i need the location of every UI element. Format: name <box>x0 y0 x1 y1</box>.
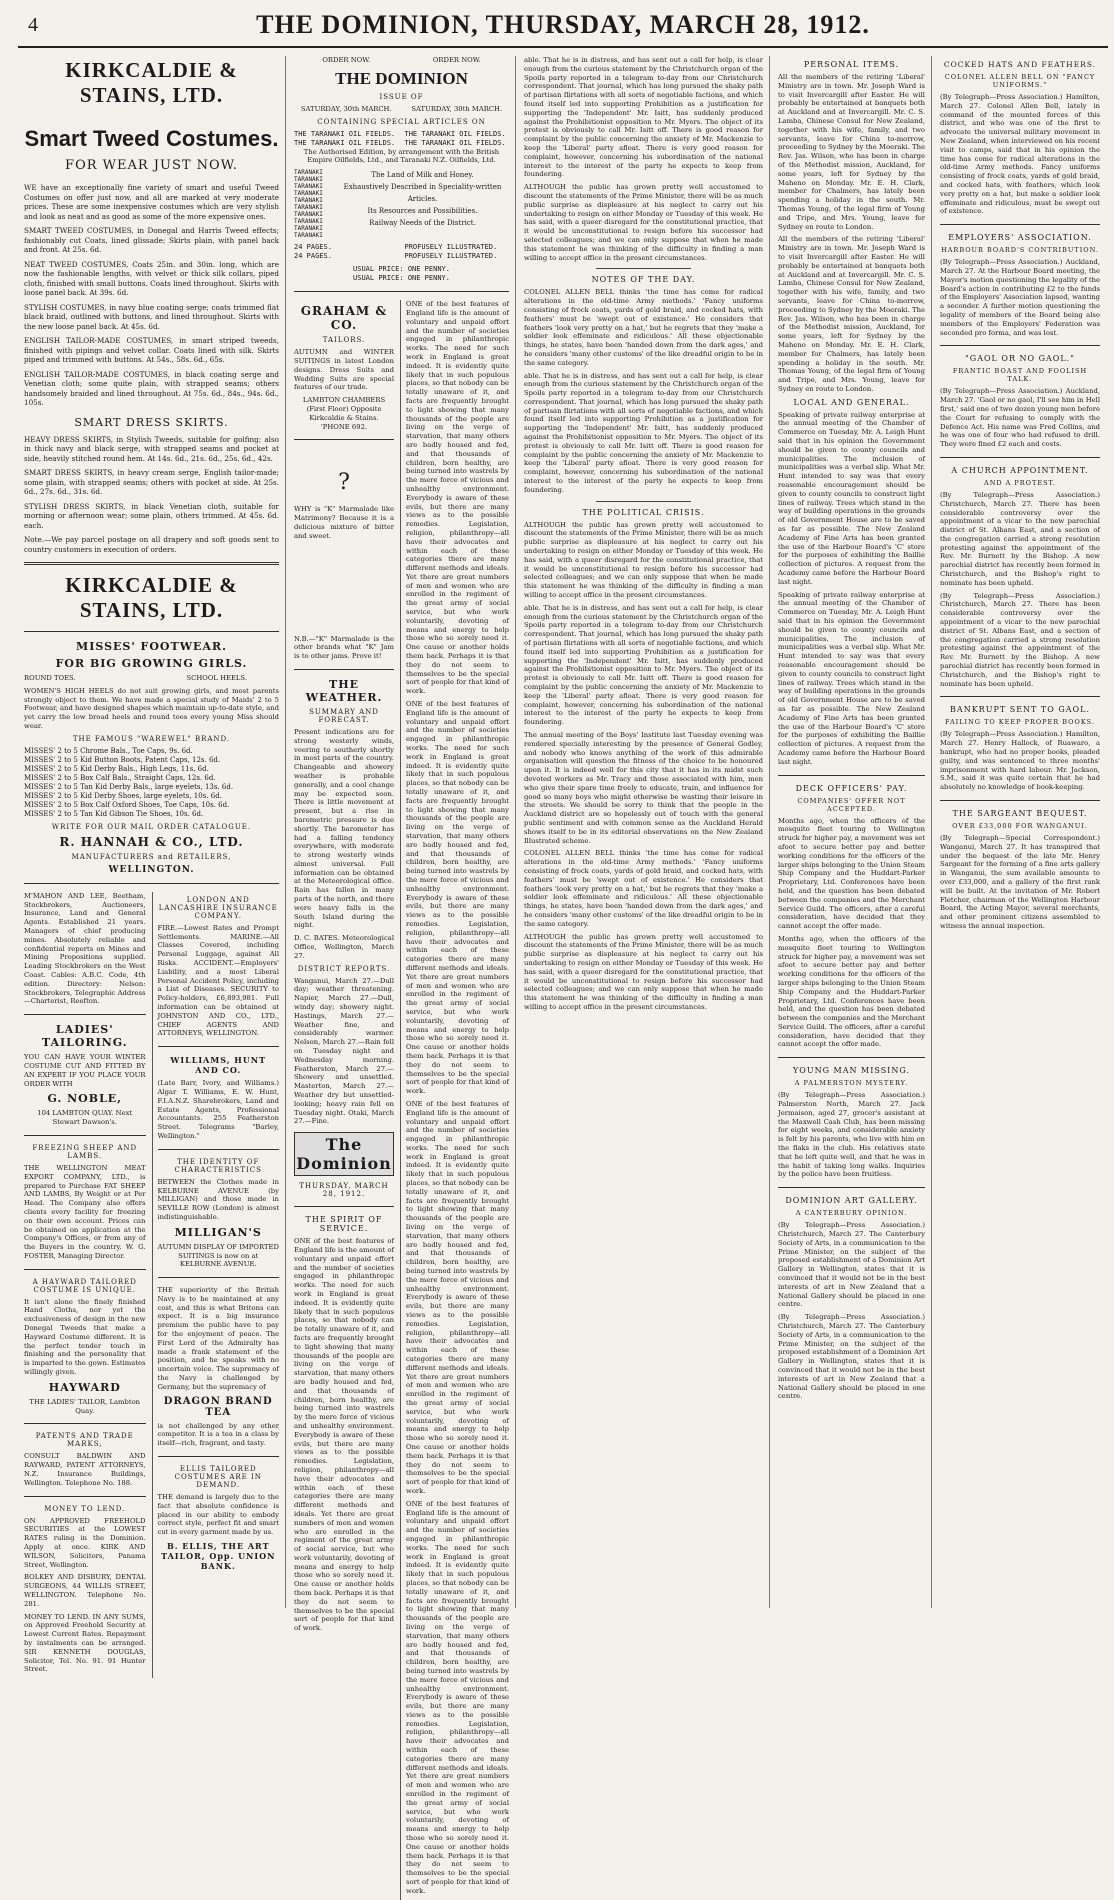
nameplate-date: THURSDAY, MARCH 28, 1912. <box>299 1182 389 1199</box>
weather-summary: SUMMARY AND FORECAST. <box>309 707 379 724</box>
cocked-body: (By Telegraph—Press Association.) Hamilton, March 27. Colonel Allen Bell, lately in command of the mounted forces of this district, and who was one of the first to advocate the universal military movement in New Zealand, when interviewed on his recent visit to camps, said that in his opinion the time has come for radical alterations in the old-time Army methods. Fancy uniforms consisting of frock coats, yards of gold braid, and cocked hats, with feathers, which look very pretty on a hat, but make a soldier look effeminate and ridiculous, must be swept out of existence. <box>940 93 1100 216</box>
costume-item: SMART TWEED COSTUMES, in Donegal and Harris Tweed effects; fashionably cut Coats, lined glissade; Skirts plain, with panel back and front. At 25s. 6d. <box>24 226 279 254</box>
spirit-body-cont: ONE of the best features of England life is the amount of voluntary and unpaid effort and the number of societies engaged in philanthropic works. The need for such work in England is great indeed. It is evidently quite likely that in such populous places, so that nobody can be totally unaware of it, and facts are frequently brought to light showing that many thousands of the people are living on the verge of starvation, that many others are badly housed and fed, and that thousands of children, born healthy, are being turned into wastrels by the mere force of vicious and unhealthy environment. Everybody is aware of these evils, but there are many views as to the possible remedies. Legislation, religion, philanthropy—all have their advocates and within each of these categories there are many different methods and ideals. Yet there are great numbers of men and women who are enrolled in the regiment of the great army of social service, but who work voluntarily, devoting of means and energy to help those who so sorely need it. One cause or another holds them back. Perhaps it is that they do not seem to themselves to be the special sort of people for that kind of work. <box>406 700 509 1096</box>
divider <box>158 1046 280 1047</box>
weather-bates: D. C. BATES. Meteorological Office, Wellington, March 27. <box>294 934 394 960</box>
hannah-manufacturers: MANUFACTURERS and RETAILERS, <box>71 852 232 861</box>
district-body: Wanganui, March 27.—Dull day; weather threatening. Napier, March 27.—Dull, windy day; showery night. Hastings, March 27.—Weather fine, and considerably warmer. Nelson, March 27.—Rain fell on Tuesday night and Wednesday morning. Featherston, March 27.—Showery and unsettled. Masterton, March 27.—Weather dry but unsettled-looking; heavy rain fell on Tuesday night. Otaki, March 27.—Fine. <box>294 976 394 1126</box>
failing-subheading: FAILING TO KEEP PROPER BOOKS. <box>945 718 1095 727</box>
divider <box>24 1269 146 1270</box>
harbour-subheading: HARBOUR BOARD'S CONTRIBUTION. <box>941 246 1099 255</box>
taranaki-word: TARANAKI <box>294 204 323 212</box>
taranaki-word: TARANAKI <box>294 225 323 233</box>
spirit-body-cont: ONE of the best features of England life is the amount of voluntary and unpaid effort and the number of societies engaged in philanthropic works. The need for such work in England is great indeed. It is evidently quite likely that in such populous places, so that nobody can be totally unaware of it, and facts are frequently brought to light showing that many thousands of the people are living on the verge of starvation, that many others are badly housed and fed, and that thousands of children, born healthy, are being turned into wastrels by the mere force of vicious and unhealthy environment. Everybody is aware of these evils, but there are many views as to the possible remedies. Legislation, religion, philanthropy—all have their advocates and within each of these categories there are many different methods and ideals. Yet there are great numbers of men and women who are enrolled in the regiment of the great army of social service, but who work voluntarily, devoting of means and energy to help those who so sorely need it. One cause or another holds them back. Perhaps it is that they do not seem to themselves to be the special sort of people for that kind of work. <box>406 1499 509 1895</box>
footwear-item: MISSES' 2 to 5 Tan Kid Derby Bals., large eyelets, 13s. 6d. <box>24 782 234 791</box>
noble-address: 104 LAMBTON QUAY. Next Stewart Dawson's. <box>37 1109 133 1127</box>
divider <box>158 1456 280 1457</box>
notes-body: COLONEL ALLEN BELL thinks 'the time has come for radical alterations in the old-time Army methods.' 'Fancy uniforms consisting of frock coats, yards of gold braid, and cocked hats, with feathers' must be 'swept out of existence.' He considers that feathers 'look very pretty on a hat,' but he regrets that they 'make a soldier look effeminate and ridiculous.' All these objectionable things, he states, have been 'handed down from the dark ages,' and he considers 'many other customs' of the like dreadful origin to be in the same category. <box>524 288 763 367</box>
divider <box>158 1277 280 1278</box>
column-3 <box>518 56 770 1608</box>
order-now-row <box>294 56 509 65</box>
usual-price: USUAL PRICE: ONE PENNY. <box>353 274 450 283</box>
growing-girls-heading: FOR BIG GROWING GIRLS. <box>55 657 248 670</box>
skirt-item: STYLISH DRESS SKIRTS, in black Venetian cloth, suitable for morning or afternoon wear; some plain, others trimmed. At 45s. 6d. each. <box>24 501 279 530</box>
taranaki-block <box>294 169 509 239</box>
taranaki-word: TARANAKI <box>294 169 323 177</box>
taranaki-word: TARANAKI <box>294 197 323 205</box>
school-heels-label: SCHOOL HEELS. <box>186 674 248 682</box>
bankrupt-body: (By Telegraph—Press Association.) Hamilton, March 27. Henry Hallock, of Ruawaro, a bankrupt, who had no proper books, pleaded guilty, and was sentenced to three months' imprisonment with hard labour. Mr. Jackson, S.M., said it was quite certain that he had absolutely no knowledge of book-keeping. <box>940 730 1100 792</box>
costumes-intro: WE have an exceptionally fine variety of smart and useful Tweed Costumes on offer just now, and all are marked at very moderate prices. These are some inexpensive costumes which are very stylish and look as neat and as good as some of the more expensive ones. <box>24 183 279 221</box>
personal-body: All the members of the retiring 'Liberal' Ministry are in town. Mr. Joseph Ward is to visit Invercargill after Easter. He will probably be entertained at banquets both at Auckland and at Invercargill. Mr. C. S. Lamba, Chinese Consul for New Zealand, together with his wife, family, and two servants, leave for China to-morrow, proceeding to Sydney by the Moeraki. The Rev. Jas. Wilson, who has been in charge of the Methodist mission, Auckland, for some years, left for Sydney by the Maheno on Monday. Mr. E. H. Clark, member for Chalmers, has lately been spending a holiday in the south. Mr. Thomas Young, of the legal firm of Young and Tripe, and Mrs. Young, leave for Sydney en route to London. <box>778 73 925 231</box>
art-subheading: A CANTERBURY OPINION. <box>795 1209 908 1218</box>
footwear-intro: WOMEN'S HIGH HEELS do not suit growing girls, and most parents strongly object to them. We have made a special study of Maids' 2 to 5 Footwear, and have designed shapes which maintain up-to-date style, and yet carry the low broad heels and round toes every young Miss should wear. <box>24 686 279 730</box>
skirt-item: SMART DRESS SKIRTS, in heavy cream serge, English tailor-made; some plain, with strapped seams; others with pocket at side. At 25s. 6d., 27s. 6d., 31s. 6d. <box>24 468 279 496</box>
order-now-right: ORDER NOW. <box>432 56 481 64</box>
divider <box>24 1135 146 1136</box>
weather-heading: THE WEATHER. <box>305 677 383 704</box>
graham-heading: GRAHAM & CO. <box>300 304 388 333</box>
column-2 <box>288 56 516 1895</box>
dates-row <box>294 105 509 114</box>
hayward-heading: A HAYWARD TAILORED COSTUME IS UNIQUE. <box>32 1277 137 1294</box>
pages-label: 24 PAGES. <box>294 252 332 261</box>
marmalade-why: WHY is "K" Marmalade like Matrimony? Because it is a delicious mixture of bitter and sweet. <box>294 505 394 540</box>
divider <box>158 1149 280 1150</box>
round-toes-label: ROUND TOES. <box>24 674 76 682</box>
divider <box>24 1423 146 1424</box>
divider <box>596 501 692 502</box>
pages-row <box>294 243 509 252</box>
dragon-tail: is not challenged by any other competitor. It is a tea in a class by itself—rich, fragrant, and tasty. <box>157 1421 279 1448</box>
containing: CONTAINING SPECIAL ARTICLES ON <box>317 117 486 126</box>
kirkcaldie-heading: KIRKCALDIE & STAINS, LTD. <box>65 58 238 107</box>
spirit-heading: THE SPIRIT OF SERVICE. <box>305 1215 383 1234</box>
column-5 <box>934 56 1106 1608</box>
topic-railway: Railway Needs of the District. <box>369 219 476 228</box>
col1-lower-left <box>24 892 146 1678</box>
gaol-heading: "GAOL OR NO GAOL." <box>965 354 1075 364</box>
money-heading: MONEY TO LEND. <box>44 1504 126 1513</box>
order-now-left: ORDER NOW. <box>322 56 371 64</box>
frantic-subheading: FRANTIC BOAST AND FOOLISH TALK. <box>952 367 1088 384</box>
column-1 <box>18 56 286 1674</box>
deck-body: Months ago, when the officers of the mosquito fleet touring to Wellington struck for higher pay, a movement was set afoot to secure better pay and better working conditions for the officers of the larger ships belonging to the Union Steam Ship Company and the Huddart-Parker Proprietary, Ltd. Conferences have been held, and the question has been debated between the companies and the Merchant Service Guild. The officers, after a careful consideration, have decided that they cannot accept the offer made. <box>778 816 925 931</box>
oilfields-row <box>294 139 509 148</box>
usual-price: USUAL PRICE: ONE PENNY. <box>353 265 450 274</box>
divider <box>940 696 1100 697</box>
kirkcaldie-heading-2: KIRKCALDIE & STAINS, LTD. <box>65 573 238 622</box>
topic-resources: Its Resources and Possibilities. <box>367 207 478 216</box>
taranaki-word: TARANAKI <box>294 218 323 226</box>
meat-export-ad: THE WELLINGTON MEAT EXPORT COMPANY, LTD., is prepared to Purchase FAT SHEEP AND LAMBS, By Weight or at Per Head. The Company also offers clients every facility for freezing on their own account. Prices can be obtained on application at the Company's Offices, or from any of the Buyers in the country. W. G. FOSTER, Managing Director. <box>24 1163 146 1260</box>
graham-tailors: TAILORS. <box>322 336 366 345</box>
page-number: 4 <box>28 14 38 36</box>
church-body: (By Telegraph—Press Association.) Christchurch, March 27. There has been considerable controversy over the appointment of a vicar to the new parochial district of St. Albans East, and a section of the congregation carried a strong resolution protesting against the appointment of the Rev. Mr. Burnett by the Bishop. A new parochial district has recently been formed in Christchurch, and the Bishop's right to nominate has been upheld. <box>940 490 1100 587</box>
notes-body-cont: able. That he is in distress, and has sent out a call for help, is clear enough from the curious statement by the Christchurch organ of the Spoils party reported in a telegram to-day from our Christchurch correspondent. That journal, which has long pursued the shaky path of partisan flirtations with all sorts of negotiable factions, and which found itself led into supporting Prohibition as a justification for supporting the 'Independent' Mr. Isitt, has suddenly produced against the Prohibitionist opposition to Mr. Myers. The object of its protest is obviously to call Mr. Isitt off. There is good reason for complaint by the public concerning the anxiety of Mr. Mackenzie to keep the 'Liberal' party afloat. There is very good reason for complaint, however, concerning his subordination of the national interest to the interest of the party he expects to keep from foundering. <box>524 371 763 494</box>
hannah-name: R. HANNAH & CO., LTD. <box>59 834 244 849</box>
date-left: SATURDAY, 30th MARCH. <box>300 104 392 113</box>
protest-subheading: AND A PROTEST. <box>984 478 1056 487</box>
column-4 <box>772 56 932 1608</box>
crisis-body-cont: ALTHOUGH the public has grown pretty well accustomed to discount the statements of the Prime Minister, there will be as much public surprise as displeasure at his neglect to carry out his undertaking to resign on either Monday or Tuesday of this week. He has said, with a queer disregard for the constitutional practice, that it would be unconstitutional to resign before his successor had selected colleagues; and we can only suppose that when he made this statement he was thinking of the difficulty in finding a man willing to accept office in the present circumstances. <box>524 932 763 1011</box>
williams-heading: WILLIAMS, HUNT AND CO. <box>170 1055 267 1076</box>
gaol-body: (By Telegraph—Press Association.) Auckland, March 27. 'Gaol or no gaol, I'll see him in Hell first,' said one of two dozen young men before the Court for refusing to comply with the Defence Act. His name was Fred Collins, and he was one of four who had refused to drill. They were fined £2 each and costs. <box>940 387 1100 449</box>
young-subheading: A PALMERSTON MYSTERY. <box>794 1079 909 1088</box>
dominion-promo-title: THE DOMINION <box>335 68 468 88</box>
col2-split <box>294 300 509 1899</box>
divider <box>778 1057 925 1058</box>
mahon-ad: M'MAHON AND LEE, Beetham, Stockbrokers, Auctioneers, Insurance, Land and General Agents. Established 21 years. Managers of chief producing mines. Absolutely reliable and confidential reports on Mines and Mining Propositions supplied. Leading Stockbrokers on the West Coast. Cables: A.B.C. Code, 4th edition. Directory: Nelson: Stockbrokers, Telegraphic Address—Charterist, Reefton. <box>24 891 146 1006</box>
divider <box>24 631 279 632</box>
illustrated-label: PROFUSELY ILLUSTRATED. <box>404 252 498 261</box>
colonel-subheading: COLONEL ALLEN BELL ON "FANCY UNIFORMS." <box>944 73 1096 89</box>
art-body-cont: (By Telegraph—Press Association.) Christchurch, March 27. The Canterbury Society of Arts, in a communication to the Prime Minister, on the subject of the proposed establishment of a Dominion Art Gallery in Wellington, states that it is convinced that it would not be in the best interests of art in New Zealand that a National Gallery should be placed in one centre. <box>778 1313 925 1401</box>
weather-body: Present indications are for strong westerly winds, veering to southerly shortly in most parts of the country. Changeable and showery weather is probable generally, and a cool change may be expected soon. There is little movement at present, but a rise in barometric pressure is due shortly. The barometer has had a falling tendency everywhere, with moderate to strong westerly winds almost universal. Full information can be obtained at the Meteorological office. Rain has fallen in many parts of the north, and there were heavy falls in the South Island during the night. <box>294 727 394 930</box>
question-mark: ? <box>338 470 350 496</box>
noble-name: G. NOBLE, <box>47 1092 123 1106</box>
lambton-chambers: LAMBTON CHAMBERS (First Floor) Opposite Kirkcaldie & Stains. 'PHONE 692. <box>302 396 386 431</box>
london-heading: LONDON AND LANCASHIRE INSURANCE COMPANY. <box>158 895 278 920</box>
spirit-body-cont: ONE of the best features of England life is the amount of voluntary and unpaid effort and the number of societies engaged in philanthropic works. The need for such work in England is great indeed. It is evidently quite likely that in such populous places, so that nobody can be totally unaware of it, and facts are frequently brought to light showing that many thousands of the people are living on the verge of starvation, that many others are badly housed and fed, and that thousands of children, born healthy, are being turned into wastrels by the mere force of vicious and unhealthy environment. Everybody is aware of these evils, but there are many views as to the possible remedies. Legislation, religion, philanthropy—all have their advocates and within each of these categories there are many different methods and ideals. Yet there are great numbers of men and women who are enrolled in the regiment of the great army of social service, but who work voluntarily, devoting of means and energy to help those who so sorely need it. One cause or another holds them back. Perhaps it is that they do not seem to themselves to be the special sort of people for that kind of work. <box>406 300 509 696</box>
crisis-body-cont: able. That he is in distress, and has sent out a call for help, is clear enough from the curious statement by the Christchurch organ of the Spoils party reported in a telegram to-day from our Christchurch correspondent. That journal, which has long pursued the shaky path of partisan flirtations with all sorts of negotiable factions, and which found itself led into supporting Prohibition as a justification for supporting the 'Independent' Mr. Isitt, has suddenly produced against the Prohibitionist opposition to Mr. Myers. The object of its protest is obviously to call Mr. Isitt off. There is good reason for complaint by the public concerning the anxiety of Mr. Mackenzie to keep the 'Liberal' party afloat. There is very good reason for complaint, however, concerning his subordination of the national interest to the interest of the party he expects to keep from foundering. <box>524 603 763 727</box>
local-body: Speaking of private railway enterprise at the annual meeting of the Chamber of Commerce on Tuesday, Mr. A. Leigh Hunt said that in his opinion the Government should be given to county councils and municipalities. The inclusion of municipalities was a verbal slip. What Mr. Hunt intended to say was that every reasonable encouragement should be given to county councils to construct light lines of railway. Trees which stand in the way of building operations in the grounds of old Government House are to be saved as far as possible. The New Zealand Academy of Fine Arts has been granted the use of the Harbour Board's 'C' store for the purposes of exhibiting the Baillie collection of pictures. A request from the Academy came before the Harbour Board last night. <box>778 410 925 586</box>
taranaki-word: TARANAKI <box>294 190 323 198</box>
crisis-heading: THE POLITICAL CRISIS. <box>582 507 705 517</box>
taranaki-word: TARANAKI <box>294 176 323 184</box>
footwear-item: MISSES' 2 to 5 Kid Button Boots, Patent Caps, 12s. 6d. <box>24 755 221 764</box>
hannah-wellington: WELLINGTON. <box>108 864 195 875</box>
church-body-cont: (By Telegraph—Press Association.) Christchurch, March 27. There has been considerable controversy over the appointment of a vicar to the new parochial district of St. Albans East, and a section of the congregation carried a strong resolution protesting against the appointment of the Rev. Mr. Burnett by the Bishop. A new parochial district has recently been formed in Christchurch, and the Bishop's right to nominate has been upheld. <box>940 591 1100 688</box>
identity-heading: THE IDENTITY OF CHARACTERISTICS <box>174 1157 262 1174</box>
sergeant-body: (By Telegraph—Special Correspondent.) Wanganui, March 27. It has transpired that under the bequest of the late Mr. Henry Sargeant for the forming of a fine arts gallery in Wanganui, the sum available amounts to over £33,000, and a gallery of the first rank will be built. At the invitation of Mr. Robert Fletcher, chairman of the Wellington Harbour Board, the Acting Mayor, several merchants, and other prominent citizens assembled to witness the annual inspection. <box>940 834 1100 930</box>
patents-body: CONSULT BALDWIN AND RAYWARD, PATENT ATTORNEYS, N.Z. Insurance Buildings, Wellington. Telephone No. 188. <box>24 1452 146 1487</box>
pages-label: 24 PAGES. <box>294 243 332 252</box>
dragon-brand-heading: DRAGON BRAND TEA <box>163 1395 273 1418</box>
oilfields-right: THE TARANAKI OIL FIELDS. <box>404 138 506 147</box>
dominion-nameplate: The Dominion <box>294 1132 394 1176</box>
money-ad-2: MONEY TO LEND. IN ANY SUMS, on Approved Freehold Security at Lowest Current Rates. Repayment by instalments can be arranged. SIR KENNETH DOUGLAS, Solicitor, Tel. No. 91. 91 Hunter Street. <box>24 1612 146 1674</box>
crisis-body: ALTHOUGH the public has grown pretty well accustomed to discount the statements of the Prime Minister, there will be as much public surprise as displeasure at his neglect to carry out his undertaking to resign on either Monday or Tuesday of this week. He has said, with a queer disregard for the constitutional practice, that it would be unconstitutional to resign before his successor had selected colleagues; and we can only suppose that when he made this statement he was thinking of the difficulty in finding a man willing to accept office in the present circumstances. <box>524 520 763 600</box>
london-body: FIRE.—Lowest Rates and Prompt Settlements. MARINE.—All Classes Covered, including Personal Luggage, against All Risks. ACCIDENT.—Employers' Liability, and a most Liberal Personal Accident Policy, including a List of Diseases. SECURITY to Policy-holders, £6,893,981. Full information can be obtained at JOHNSTON AND CO., LTD., CHIEF AGENTS AND ATTORNEYS, WELLINGTON. <box>157 923 279 1038</box>
milligans-heading: MILLIGAN'S <box>174 1225 262 1239</box>
crisis-body-cont: COLONEL ALLEN BELL thinks 'the time has come for radical alterations in the old-time Army methods.' 'Fancy uniforms consisting of frock coats, yards of gold braid, and cocked hats, with feathers' must be 'swept out of existence.' He considers that feathers 'look very pretty on a hat,' but he regrets that they 'make a soldier look effeminate and ridiculous.' All these objectionable things, he states, have been 'handed down from the dark ages,' and he considers 'many other customs' of the like dreadful origin to be in the same category. <box>524 849 763 928</box>
art-heading: DOMINION ART GALLERY. <box>785 1196 918 1206</box>
young-body: (By Telegraph—Press Association.) Palmerston North, March 27. Jack Jermaison, aged 27, grocer's assistant at the Maxwell Cash Club, has been missing for eight weeks, and considerable anxiety is felt by his parents, who live with him on the flaks in the club. His relatives state that he left quite well, and that he was in the habit of taking long walks. Inquiries by the police have been fruitless. <box>778 1091 925 1179</box>
oilfields-row <box>294 130 509 139</box>
newspaper-title: THE DOMINION, THURSDAY, MARCH 28, 1912. <box>256 10 870 39</box>
spirit-body-cont: ONE of the best features of England life is the amount of voluntary and unpaid effort and the number of societies engaged in philanthropic works. The need for such work in England is great indeed. It is evidently quite likely that in such populous places, so that nobody can be totally unaware of it, and facts are frequently brought to light showing that many thousands of the people are living on the verge of starvation, that many others are badly housed and fed, and that thousands of children, born healthy, are being turned into wastrels by the mere force of vicious and unhealthy environment. Everybody is aware of these evils, but there are many views as to the possible remedies. Legislation, religion, philanthropy—all have their advocates and within each of these categories there are many different methods and ideals. Yet there are great numbers of men and women who are enrolled in the regiment of the great army of social service, but who work voluntarily, devoting of means and energy to help those who so sorely need it. One cause or another holds them back. Perhaps it is that they do not seem to themselves to be the special sort of people for that kind of work. <box>406 1099 509 1495</box>
local-body-cont: Speaking of private railway enterprise at the annual meeting of the Chamber of Commerce on Tuesday, Mr. A. Leigh Hunt said that in his opinion the Government should be given to county councils and municipalities. The inclusion of municipalities was a verbal slip. What Mr. Hunt intended to say was that every reasonable encouragement should be given to county councils to construct light lines of railway. Trees which stand in the way of building operations in the grounds of old Government House are to be saved as far as possible. The New Zealand Academy of Fine Arts has been granted the use of the Harbour Board's 'C' store for the purposes of exhibiting the Baillie collection of pictures. A request from the Academy came before the Harbour Board last night. <box>778 590 925 766</box>
misses-footwear-heading: MISSES' FOOTWEAR. <box>76 640 227 653</box>
postage-note: Note.—We pay parcel postage on all drapery and soft goods sent to country customers in execution of orders. <box>24 535 279 554</box>
authorised-edition: The Authorised Edition, by arrangement with the British Empire Oilfields, Ltd., and Taranaki N.Z. Oilfields, Ltd. <box>303 147 500 165</box>
catalogue-line: WRITE FOR OUR MAIL ORDER CATALOGUE. <box>51 822 252 831</box>
deck-heading: DECK OFFICERS' PAY. <box>795 783 908 793</box>
topic-exhaust: Exhaustively Described in Speciality-written Articles. <box>343 183 502 204</box>
issue-of: ISSUE OF <box>379 92 424 101</box>
col1-lower-right <box>152 892 280 1678</box>
church-heading: A CHURCH APPOINTMENT. <box>951 465 1089 475</box>
crisis-body-cont: The annual meeting of the Boys' Institute last Tuesday evening was rendered specially interesting by the presence of General Godley, and nobody who knows anything of the work of this admirable organisation will question the fitness of the choice to be honoured upon it. It is indeed well for this city that it has in its midst such devoted workers as Mr. Tracy and those associated with him, men who give their spare time freely to educate, train, and influence for good so many boys who might otherwise be wasting their leisure in the streets. We should be sorry to think that the people in the Auckland district are so hopelessly out of touch with the general public sentiment and with common sense as the Auckland Herald shows itself to be in its editorial observations on the New Zealand Illustrated scheme. <box>524 730 763 845</box>
divider <box>778 1187 925 1188</box>
sergeant-heading: THE SARGEANT BEQUEST. <box>952 809 1088 819</box>
editorial-top: able. That he is in distress, and has sent out a call for help, is clear enough from the curious statement by the Christchurch organ of the Spoils party reported in a telegram to-day from our Christchurch correspondent. That journal, which has long pursued the shaky path of partisan flirtations with all sorts of negotiable factions, and which found itself led into supporting Prohibition as a justification for supporting the 'Independent' Mr. Isitt, has suddenly produced against the Prohibitionist opposition to Mr. Myers. The object of its protest is obviously to call Mr. Isitt off. There is good reason for complaint by the public concerning the anxiety of Mr. Mackenzie to keep the 'Liberal' party afloat. There is very good reason for complaint, however, concerning his subordination of the national interest to the interest of the party he expects to keep from foundering. <box>524 56 763 179</box>
bolkey-ad: BOLKEY AND DISBURY, DENTAL SURGEONS, 44 WILLIS STREET, WELLINGTON. Telephone No. 281. <box>24 1573 146 1608</box>
taranaki-list <box>294 169 336 239</box>
taranaki-word: TARANAKI <box>294 232 323 240</box>
divider <box>24 883 279 884</box>
bankrupt-heading: BANKRUPT SENT TO GAOL. <box>950 705 1090 715</box>
pages-row <box>294 252 509 261</box>
over-subheading: OVER £33,000 FOR WANGANUI. <box>952 822 1088 831</box>
local-heading: LOCAL AND GENERAL. <box>793 397 910 407</box>
toe-heel-labels <box>24 674 279 683</box>
footwear-item: MISSES' 2 to 5 Kid Derby Bals., High Legs, 11s. 6d. <box>24 764 209 773</box>
col2-editorial <box>400 300 509 1899</box>
col2-ads <box>294 300 394 1899</box>
hayward-address: THE LADIES' TAILOR, Lambton Quay. <box>29 1397 141 1415</box>
ellis-body: THE demand is largely due to the fact that absolute confidence is placed in our ability to embody correct style, perfect fit and smart cut in every garment made by us. <box>157 1493 279 1537</box>
williams-body: (Late Barr, Ivory, and Williams.) Algar T. Williams, E. W. Hunt, F.I.A.N.Z. Sharebrokers, Land and Estate Agents, Professional Accountants. 255 Featherston Street. Telegrams "Barley, Wellington." <box>157 1079 279 1140</box>
notes-heading: NOTES OF THE DAY. <box>591 275 696 285</box>
footwear-item: MISSES' 2 to 5 Box Calf Bals., Straight Caps, 12s. 6d. <box>24 773 216 782</box>
divider <box>294 439 394 440</box>
footwear-item: MISSES' 2 to 5 Tan Kid Gibson Tie Shoes, 10s. 6d. <box>24 809 204 818</box>
masthead <box>18 6 1108 48</box>
footwear-item: MISSES' 2 to 5 Kid Derby Shoes, large eyelets, 10s. 6d. <box>24 791 222 800</box>
skirts-heading: SMART DRESS SKIRTS. <box>74 415 229 429</box>
divider <box>294 1206 394 1207</box>
divider <box>24 1496 146 1497</box>
young-heading: YOUNG MAN MISSING. <box>792 1066 910 1076</box>
costume-item: NEAT TWEED COSTUMES, Coats 25in. and 30in. long, which are now the fashionable lengths, with velvet or thick silk collars, piped cloth, finished with small buttons. Coats lined throughout. Skirts with loose panel back. At 39s. 6d. <box>24 259 279 297</box>
ellis-heading: ELLIS TAILORED COSTUMES ARE IN DEMAND. <box>174 1465 262 1490</box>
cocked-heading: COCKED HATS AND FEATHERS. <box>943 60 1097 69</box>
footwear-item: MISSES' 2 to 5 Box Calf Oxford Shoes, Toe Caps, 10s. 6d. <box>24 800 230 809</box>
graham-body: AUTUMN and WINTER SUITINGS in latest London designs. Dress Suits and Wedding Suits are special features of our trade. <box>294 348 394 392</box>
divider <box>940 345 1100 346</box>
milligans-body: AUTUMN DISPLAY OF IMPORTED SUITINGS is now on at KELBURNE AVENUE. <box>157 1242 279 1269</box>
divider <box>940 800 1100 801</box>
identity-body: BETWEEN the Clothes made in KELBURNE AVENUE (by MILLIGAN) and those made in SEVILLE ROW (London) is almost indistinguishable. <box>157 1177 279 1221</box>
taranaki-topics <box>336 169 509 239</box>
ladies-tailoring-heading: LADIES' TAILORING. <box>41 1023 128 1050</box>
divider <box>940 457 1100 458</box>
date-right: SATURDAY, 30th MARCH. <box>411 104 503 113</box>
footwear-item: MISSES' 2 to 5 Chrome Bals., Toe Caps, 9s. 6d. <box>24 746 193 755</box>
deck-subheading: COMPANIES' OFFER NOT ACCEPTED. <box>797 796 906 813</box>
art-body: (By Telegraph—Press Association.) Christchurch, March 27. The Canterbury Society of Arts, in a communication to the Prime Minister, on the subject of the proposed establishment of a Dominion Art Gallery in Wellington, states that it is convinced that it would not be in the best interests of art in New Zealand that a National Gallery should be placed in one centre. <box>778 1221 925 1309</box>
harbour-body: (By Telegraph—Press Association.) Auckland, March 27. At the Harbour Board meeting, the Mayor's motion questioning the legality of the Board's action in contributing £2 to the funds of the Employers' Association lapsed, wanting a seconder. A further motion questioning the legality of members of the Board being also members of the Employers' Federation was seconded pro forma, and was lost. <box>940 258 1100 337</box>
ladies-tailoring-body: YOU CAN HAVE YOUR WINTER COSTUME CUT AND FITTED BY AN EXPERT IF YOU PLACE YOUR ORDER WITH <box>24 1053 146 1088</box>
money-body: ON APPROVED FREEHOLD SECURITIES at the LOWEST RATES ruling in the Dominion. Apply at once. KIRK AND WILSON, Solicitors, Panama Street, Wellington. <box>24 1516 146 1569</box>
freezing-heading: FREEZING SHEEP AND LAMBS. <box>32 1143 138 1160</box>
hayward-body: It isn't alone the finely finished Hand Cloths, nor yet the exclusiveness of design in the new Donegal Tweeds that make a Hayward Costume different. It is the perfect tender touch in finishing and the personality that is imparted to the gown. Estimates willingly given. <box>24 1297 146 1377</box>
col1-lower-split <box>24 892 279 1678</box>
dragon-body: THE superiority of the British Navy is to be maintained at any cost, and this is what Britons can expect. It is a big insurance premium the public have to pay for the enjoyment of peace. The First Lord of the Admiralty has made a frank statement of the position, and he speaks with no uncertain voice. The supremacy of the Navy is challenged by Germany, but the supremacy of <box>157 1286 279 1391</box>
spirit-body: ONE of the best features of England life is the amount of voluntary and unpaid effort and the number of societies engaged in philanthropic works. The need for such work in England is great indeed. It is evidently quite likely that in such populous places, so that nobody can be totally unaware of it, and facts are frequently brought to light showing that many thousands of the people are living on the verge of starvation, that many others are badly housed and fed, and that thousands of children, born healthy, are being turned into wastrels by the mere force of vicious and unhealthy environment. Everybody is aware of these evils, but there are many views as to the possible remedies. Legislation, religion, philanthropy—all have their advocates and within each of these categories there are many different methods and ideals. Yet there are great numbers of men and women who are enrolled in the regiment of the great army of social service, but who work voluntarily, devoting of means and energy to help those who so sorely need it. One cause or another holds them back. Perhaps it is that they do not seem to themselves to be the special sort of people for that kind of work. <box>294 1237 394 1633</box>
ellis-signature: B. ELLIS, THE ART TAILOR, Opp. UNION BANK. <box>161 1541 276 1572</box>
divider <box>24 1014 146 1015</box>
wear-heading: FOR WEAR JUST NOW. <box>65 158 238 173</box>
personal-body-cont: All the members of the retiring 'Liberal' Ministry are in town. Mr. Joseph Ward is to visit Invercargill after Easter. He will probably be entertained at banquets both at Auckland and at Invercargill. Mr. C. S. Lamba, Chinese Consul for New Zealand, together with his wife, family, and two servants, leave for China to-morrow, proceeding to Sydney by the Moeraki. The Rev. Jas. Wilson, who has been in charge of the Methodist mission, Auckland, for some years, left for Sydney by the Maheno on Monday. Mr. E. H. Clark, member for Chalmers, has lately been spending a holiday in the south. Mr. Thomas Young, of the legal firm of Young and Tripe, and Mrs. Young, leave for Sydney en route to London. <box>778 235 925 393</box>
divider <box>596 268 692 269</box>
spacer <box>294 545 394 635</box>
divider <box>294 291 509 292</box>
costume-item: ENGLISH TAILOR-MADE COSTUMES, in smart striped tweeds, finished with pipings and velvet collar. Coats lined with silk. Skirts piped and trimmed with buttons. At 54s., 58s. 6d., 65s. <box>24 336 279 364</box>
smart-tweed-heading: Smart Tweed Costumes. <box>24 126 279 151</box>
patents-heading: PATENTS AND TRADE MARKS, <box>35 1432 134 1449</box>
skirt-item: HEAVY DRESS SKIRTS, in Stylish Tweeds, suitable for golfing; also in thick navy and black serge, with strapped seams and pocket at side, heavily stitched round hem. At 14s. 6d., 21s. 6d., 25s. 6d., 42s. <box>24 434 279 463</box>
oilfields-right: THE TARANAKI OIL FIELDS. <box>404 129 506 138</box>
topic-land: The Land of Milk and Honey. <box>371 171 474 180</box>
illustrated-label: PROFUSELY ILLUSTRATED. <box>404 243 498 252</box>
editorial-top-cont: ALTHOUGH the public has grown pretty well accustomed to discount the statements of the Prime Minister, there will be as much public surprise as displeasure at his neglect to carry out his undertaking to resign on either Monday or Tuesday of this week. He has said, with a queer disregard for the constitutional practice, that it would be unconstitutional to resign before his successor had selected colleagues; and we can only suppose that when he made this statement he was thinking of the difficulty in finding a man willing to accept office in the present circumstances. <box>524 183 763 262</box>
divider <box>778 775 925 776</box>
personal-heading: PERSONAL ITEMS. <box>803 60 900 69</box>
oilfields-left: THE TARANAKI OIL FIELDS. <box>294 138 396 147</box>
marmalade-nb: N.B.—"K" Marmalade is the other brands what "K" Jam is to other jams. Prove it! <box>294 634 394 661</box>
costume-item: ENGLISH TAILOR-MADE COSTUMES, in black coating serge and Venetian cloth; some quite plain, with strapped seams; others handsomely braided and lined throughout. At 75s. 6d., 84s., 94s. 6d., 105s. <box>24 369 279 407</box>
divider <box>24 562 279 565</box>
costume-item: STYLISH COSTUMES, in navy blue coating serge; coats trimmed flat black braid, outlined with buttons, and lined throughout. Skirts with the new loose panel back. At 45s. 6d. <box>24 302 279 331</box>
divider <box>294 669 394 670</box>
divider <box>940 224 1100 225</box>
oilfields-left: THE TARANAKI OIL FIELDS. <box>294 129 396 138</box>
district-heading: DISTRICT REPORTS. <box>297 964 391 973</box>
deck-body-cont: Months ago, when the officers of the mosquito fleet touring to Wellington struck for higher pay, a movement was set afoot to secure better pay and better working conditions for the officers of the larger ships belonging to the Union Steam Ship Company and the Huddart-Parker Proprietary, Ltd. Conferences have been held, and the question has been debated between the companies and the Merchant Service Guild. The officers, after a careful consideration, have decided that they cannot accept the offer made. <box>778 934 925 1049</box>
hayward-name: HAYWARD <box>48 1380 121 1394</box>
warewel-brand: THE FAMOUS "WAREWEL" BRAND. <box>72 734 231 743</box>
employers-heading: EMPLOYERS' ASSOCIATION. <box>948 233 1092 243</box>
taranaki-word: TARANAKI <box>294 183 323 191</box>
taranaki-word: TARANAKI <box>294 211 323 219</box>
